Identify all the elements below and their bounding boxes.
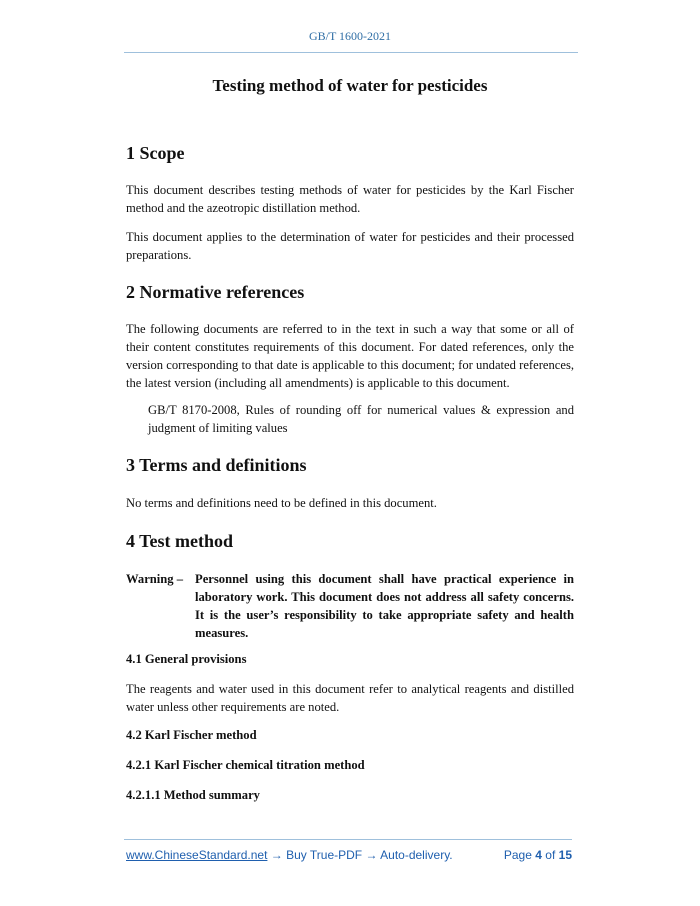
buy-true-pdf-text: Buy True-PDF	[286, 848, 363, 862]
normative-reference-item: GB/T 8170-2008, Rules of rounding off for numerical values & expression and judgment of limiting values	[148, 403, 574, 435]
section-heading-scope: 1 Scope	[126, 143, 185, 163]
page-indicator	[504, 848, 572, 862]
footer-links	[126, 848, 453, 862]
subsection-heading-4-2: 4.2 Karl Fischer method	[126, 728, 257, 742]
page-of: of	[545, 848, 556, 862]
arrow-right-icon: →	[270, 848, 283, 862]
page-label: Page	[503, 848, 532, 862]
subsection-heading-4-1: 4.1 General provisions	[126, 652, 247, 666]
subsection-heading-4-2-1: 4.2.1 Karl Fischer chemical titration method	[126, 758, 365, 772]
scope-paragraph-1: This document describes testing methods of water for pesticides by the Karl Fischer method and the azeotropic distillation method.	[126, 183, 574, 215]
scope-paragraph-2: This document applies to the determination of water for pesticides and their processed preparations.	[126, 230, 574, 262]
arrow-right-icon: →	[365, 848, 378, 862]
footer-divider	[124, 839, 572, 840]
page-current: 4	[535, 848, 542, 862]
auto-delivery-text: Auto-delivery.	[380, 848, 453, 862]
section-heading-terms: 3 Terms and definitions	[126, 455, 307, 475]
terms-paragraph: No terms and definitions need to be defined in this document.	[126, 496, 437, 510]
section-heading-normative-references: 2 Normative references	[126, 282, 305, 302]
warning-text: Personnel using this document shall have practical experience in laboratory work. This document does not address all safety concerns. It is the user’s responsibility to take appropriate safety and health measures.	[195, 572, 574, 640]
warning-label: Warning –	[126, 572, 184, 586]
subsection-heading-4-2-1-1: 4.2.1.1 Method summary	[126, 788, 260, 802]
normative-paragraph: The following documents are referred to in the text in such a way that some or all of their content constitutes requirements of this document. For dated references, only the version corresponding to that date is applicable to this document; for undated references, the latest version (including all amendments) is applicable to this document.	[126, 322, 574, 390]
header-divider	[124, 52, 578, 53]
document-title: Testing method of water for pesticides	[212, 76, 488, 95]
subsection-4-1-text: The reagents and water used in this document refer to analytical reagents and distilled water unless other requirements are noted.	[126, 682, 574, 714]
site-link[interactable]: www.ChineseStandard.net	[126, 848, 268, 862]
page-total: 15	[558, 848, 572, 862]
section-heading-test-method: 4 Test method	[126, 531, 234, 551]
running-header-doc-code: GB/T 1600-2021	[308, 29, 392, 43]
page-footer	[126, 848, 572, 864]
